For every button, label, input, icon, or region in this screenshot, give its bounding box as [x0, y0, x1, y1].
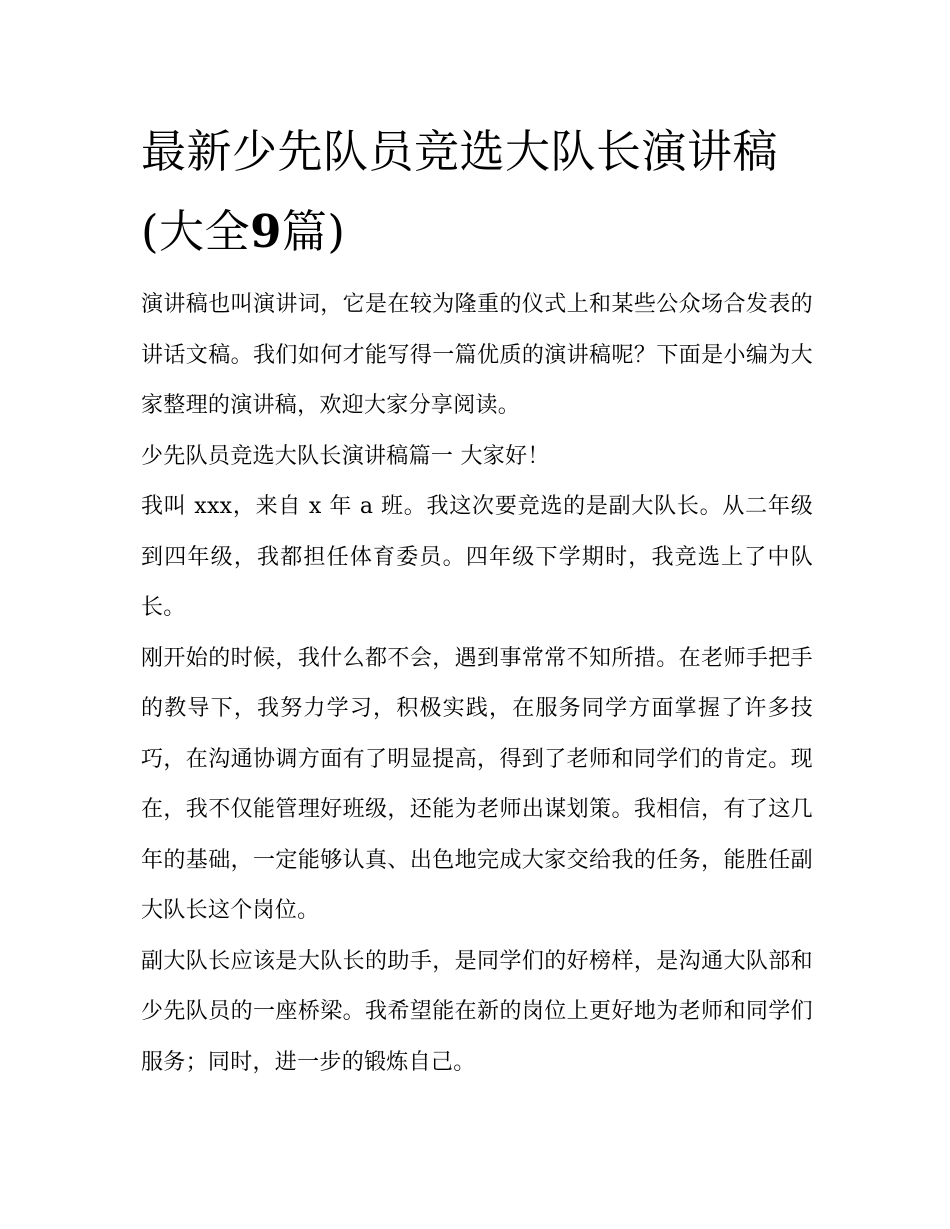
paragraph-self-introduction: 我叫 xxx，来自 x 年 a 班。我这次要竞选的是副大队长。从二年级到四年级，我都担任体育委员。四年级下学期时，我竞选上了中队长。 — [141, 494, 813, 620]
document-body — [141, 280, 813, 1088]
document-page — [141, 112, 813, 1088]
paragraph-intro: 演讲稿也叫演讲词，它是在较为隆重的仪式上和某些公众场合发表的讲话文稿。我们如何才能写得一篇优质的演讲稿呢？下面是小编为大家整理的演讲稿，欢迎大家分享阅读。 — [141, 292, 813, 418]
paragraph-role: 副大队长应该是大队长的助手，是同学们的好榜样，是沟通大队部和少先队员的一座桥梁。我希望能在新的岗位上更好地为老师和同学们服务；同时，进一步的锻炼自己。 — [141, 948, 813, 1075]
title-number: 9 — [250, 205, 282, 258]
document-title — [141, 112, 813, 272]
title-suffix: 篇) — [281, 205, 346, 258]
paragraph-greeting: 少先队员竞选大队长演讲稿篇一 大家好！ — [141, 443, 550, 469]
paragraph-experience: 刚开始的时候，我什么都不会，遇到事常常不知所措。在老师手把手的教导下，我努力学习，积极实践，在服务同学方面掌握了许多技巧，在沟通协调方面有了明显提高，得到了老师和同学们的肯定。现在，我不仅能管理好班级，还能为老师出谋划策。我相信，有了这几年的基础，一定能够认真、出色地完成大家交给我的任务，能胜任副大队长这个岗位。 — [141, 645, 813, 923]
title-text: 最新少先队员竞选大队长演讲稿(大全 — [141, 125, 779, 258]
